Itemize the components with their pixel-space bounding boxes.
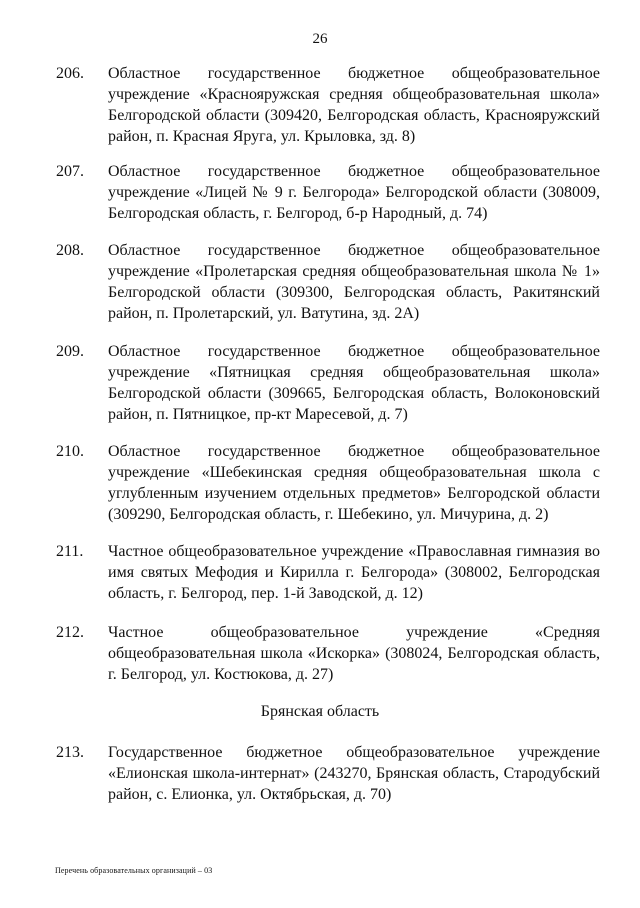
entry-text: Частное общеобразовательное учреждение «Православная гимназия во имя святых Мефодия и Кирилла г. Белгорода» (308002, Белгородская область, г. Белгород, пер. 1-й Заводской, д. 12) <box>108 543 600 602</box>
entry-text: Областное государственное бюджетное общеобразовательное учреждение «Лицей № 9 г. Белгорода» Белгородской области (308009, Белгородская область, г. Белгород, б-р Народный, д. 74) <box>108 163 600 222</box>
entry-number: 208. <box>56 242 84 259</box>
entry-text: Областное государственное бюджетное общеобразовательное учреждение «Пятницкая средняя общеобразовательная школа» Белгородской области (309665, Белгородская область, Волоконовский район, п. Пятницкое, пр-кт Маресевой, д. 7) <box>108 343 600 423</box>
page-number: 26 <box>312 31 328 47</box>
entry-number: 211. <box>56 543 84 560</box>
entry-text: Государственное бюджетное общеобразовательное учреждение «Елионская школа-интернат» (243270, Брянская область, Стародубский район, с. Елионка, ул. Октябрьская, д. 70) <box>108 744 600 803</box>
entry-number: 207. <box>56 163 84 180</box>
entry-text: Областное государственное бюджетное общеобразовательное учреждение «Краснояружская средняя общеобразовательная школа» Белгородской области (309420, Белгородская область, Краснояружский район, п. Красная Яруга, ул. Крыловка, зд. 8) <box>108 65 600 145</box>
entry-number: 210. <box>56 443 84 460</box>
entry-text: Областное государственное бюджетное общеобразовательное учреждение «Пролетарская средняя общеобразовательная школа № 1» Белгородской области (309300, Белгородская область, Ракитянский район, п. Пролетарский, ул. Ватутина, зд. 2А) <box>108 242 600 322</box>
region-heading: Брянская область <box>260 703 380 720</box>
entry-text: Частное общеобразовательное учреждение «Средняя общеобразовательная школа «Искорка» (308024, Белгородская область, г. Белгород, ул. Костюкова, д. 27) <box>108 624 600 683</box>
entry-number: 213. <box>56 744 84 761</box>
entry-number: 206. <box>56 65 84 82</box>
entry-number: 212. <box>56 624 84 641</box>
entry-text: Областное государственное бюджетное общеобразовательное учреждение «Шебекинская средняя общеобразовательная школа с углубленным изучением отдельных предметов» Белгородской области (309290, Белгородская область, г. Шебекино, ул. Мичурина, д. 2) <box>108 443 600 523</box>
entry-number: 209. <box>56 343 84 360</box>
document-footer: Перечень образовательных организаций – 03 <box>55 866 213 875</box>
